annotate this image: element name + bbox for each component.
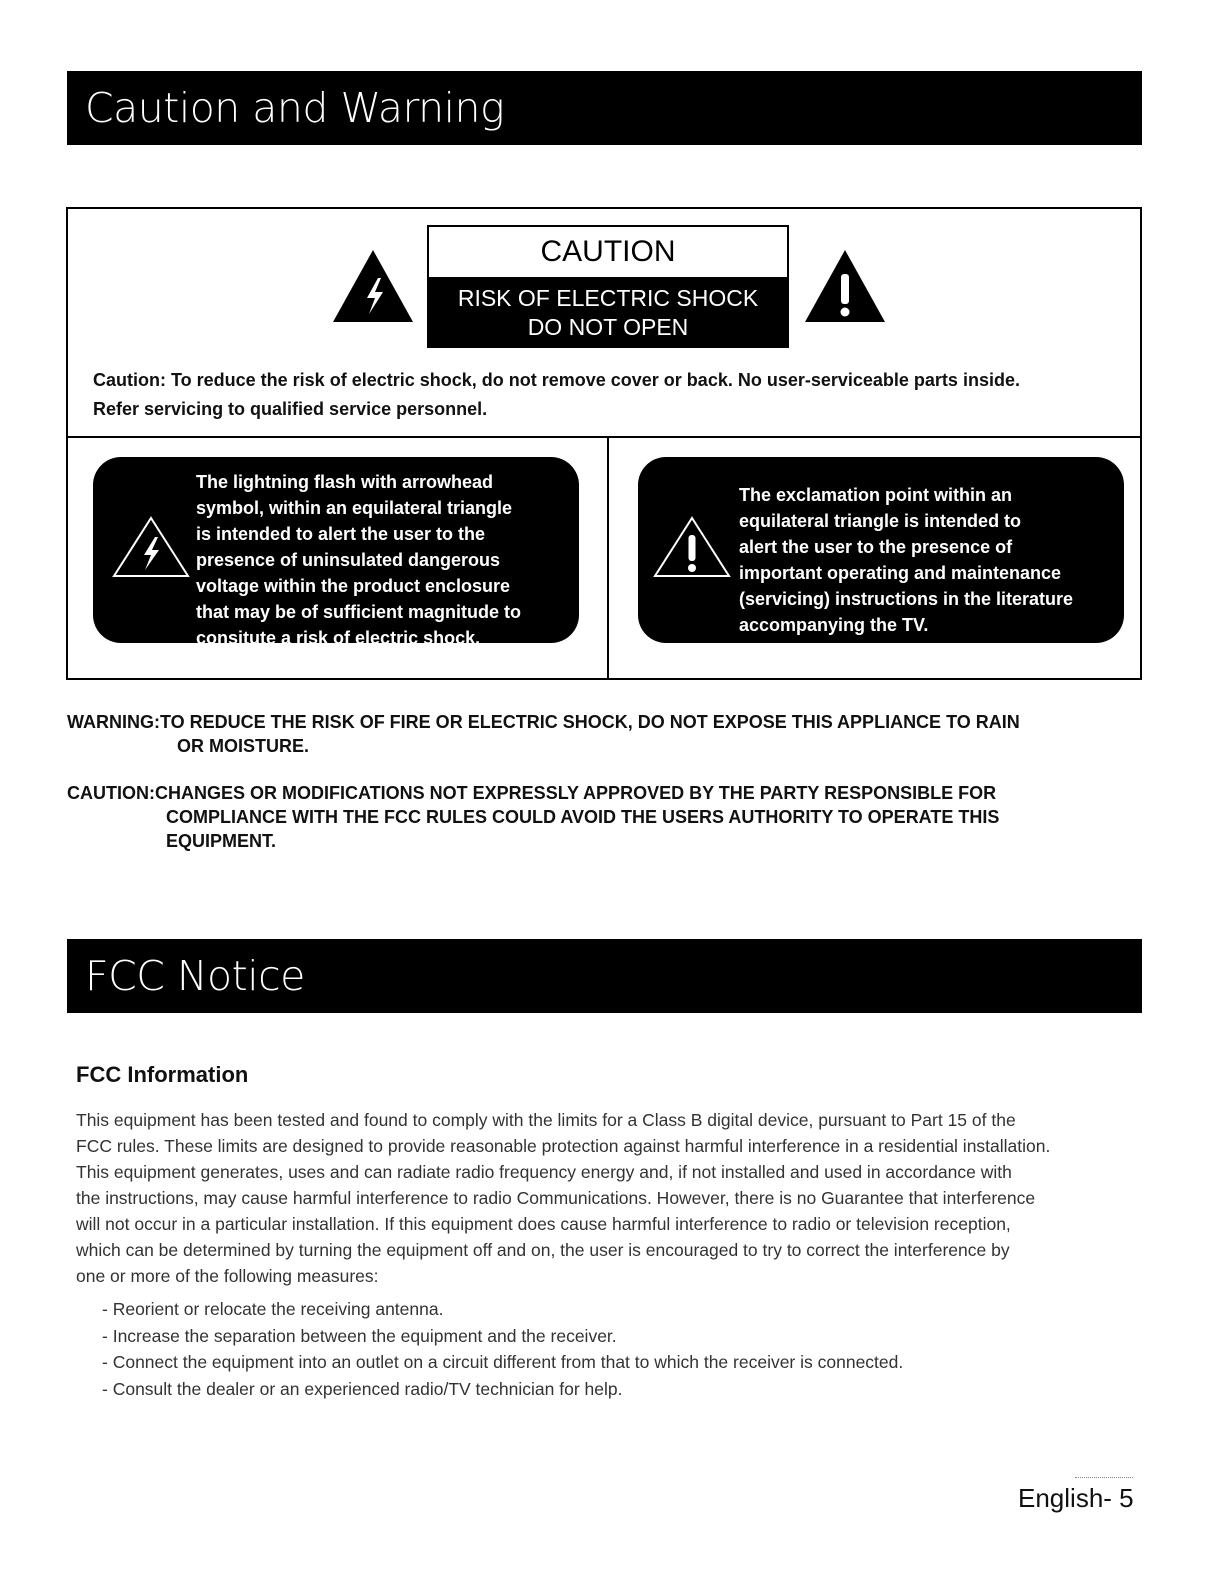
paragraph-line: FCC rules. These limits are designed to provide reasonable protection against harmful interference in a residential installation. — [76, 1136, 1051, 1156]
caution-label-body — [429, 277, 787, 346]
fcc-information-paragraph — [76, 1107, 1146, 1289]
lightning-explanation-box — [93, 457, 579, 648]
caution-label-line-2: DO NOT OPEN — [527, 314, 689, 340]
paragraph-line: This equipment has been tested and found to comply with the limits for a Class B digital device, pursuant to Part 15 of the — [76, 1110, 1016, 1130]
column-divider — [607, 438, 609, 678]
text-line: alert the user to the presence of — [739, 537, 1013, 557]
caution-label-line-1: RISK OF ELECTRIC SHOCK — [457, 285, 759, 311]
fcc-notice-section-title: FCC Notice — [67, 939, 1142, 1013]
paragraph-line: the instructions, may cause harmful interference to radio Communications. However, there is no Guarantee that interference — [76, 1188, 1036, 1208]
lightning-outline-icon — [111, 515, 191, 579]
list-item: - Reorient or relocate the receiving antenna. — [102, 1296, 903, 1323]
text-line: (servicing) instructions in the literature — [739, 589, 1074, 609]
list-item: - Connect the equipment into an outlet on a circuit different from that to which the receiver is connected. — [102, 1349, 903, 1376]
text-line: symbol, within an equilateral triangle — [196, 498, 513, 518]
caution-line-3: EQUIPMENT. — [166, 831, 277, 851]
caution-instructions-line-2: Refer servicing to qualified service personnel. — [93, 399, 488, 419]
warning-line-1: TO REDUCE THE RISK OF FIRE OR ELECTRIC SHOCK, DO NOT EXPOSE THIS APPLIANCE TO RAIN — [160, 712, 1020, 732]
symbol-explanations — [68, 438, 1140, 678]
lightning-warning-icon — [331, 248, 415, 324]
text-line: The exclamation point within an — [739, 485, 1013, 505]
caution-fcc-modifications — [67, 781, 1142, 853]
footer-divider — [1075, 1477, 1133, 1478]
caution-panel — [66, 207, 1142, 680]
caution-panel-top — [68, 209, 1140, 438]
paragraph-line: one or more of the following measures: — [76, 1266, 379, 1286]
text-line: presence of uninsulated dangerous — [196, 550, 501, 570]
paragraph-line: which can be determined by turning the equipment off and on, the user is encouraged to try to correct the interference by — [76, 1240, 1010, 1260]
fcc-measures-list — [102, 1296, 903, 1402]
text-line: accompanying the TV. — [739, 615, 929, 635]
text-line: important operating and maintenance — [739, 563, 1062, 583]
text-line: The lightning flash with arrowhead — [196, 472, 494, 492]
exclamation-explanation-text — [739, 482, 1119, 638]
warning-key: WARNING: — [67, 712, 160, 732]
caution-line-1: CHANGES OR MODIFICATIONS NOT EXPRESSLY APPROVED BY THE PARTY RESPONSIBLE FOR — [155, 783, 997, 803]
exclamation-warning-icon — [803, 248, 887, 324]
list-item: - Increase the separation between the equipment and the receiver. — [102, 1323, 903, 1350]
text-line: that may be of sufficient magnitude to — [196, 602, 522, 622]
paragraph-line: will not occur in a particular installation. If this equipment does cause harmful interference to radio or television reception, — [76, 1214, 1011, 1234]
caution-label-title: CAUTION — [429, 227, 787, 277]
caution-label — [427, 225, 789, 348]
exclamation-explanation-box — [638, 457, 1124, 643]
caution-line-2: COMPLIANCE WITH THE FCC RULES COULD AVOID THE USERS AUTHORITY TO OPERATE THIS — [166, 807, 1000, 827]
text-line: consitute a risk of electric shock. — [196, 628, 481, 648]
lightning-explanation-text — [196, 469, 576, 651]
text-line: equilateral triangle is intended to — [739, 511, 1022, 531]
caution-key: CAUTION: — [67, 783, 155, 803]
text-line: voltage within the product enclosure — [196, 576, 511, 596]
text-line: is intended to alert the user to the — [196, 524, 486, 544]
warning-rain-moisture — [67, 710, 1142, 758]
list-item: - Consult the dealer or an experienced radio/TV technician for help. — [102, 1376, 903, 1403]
caution-warning-section-title: Caution and Warning — [67, 71, 1142, 145]
fcc-information-heading: FCC Information — [76, 1062, 249, 1087]
caution-instructions-line-1: Caution: To reduce the risk of electric shock, do not remove cover or back. No user-serviceable parts inside. — [93, 370, 1020, 390]
caution-instructions — [93, 366, 1133, 424]
page-number: English- 5 — [1018, 1483, 1134, 1513]
warning-line-2: OR MOISTURE. — [177, 736, 310, 756]
exclamation-outline-icon — [652, 515, 732, 579]
paragraph-line: This equipment generates, uses and can radiate radio frequency energy and, if not installed and used in accordance with — [76, 1162, 1012, 1182]
